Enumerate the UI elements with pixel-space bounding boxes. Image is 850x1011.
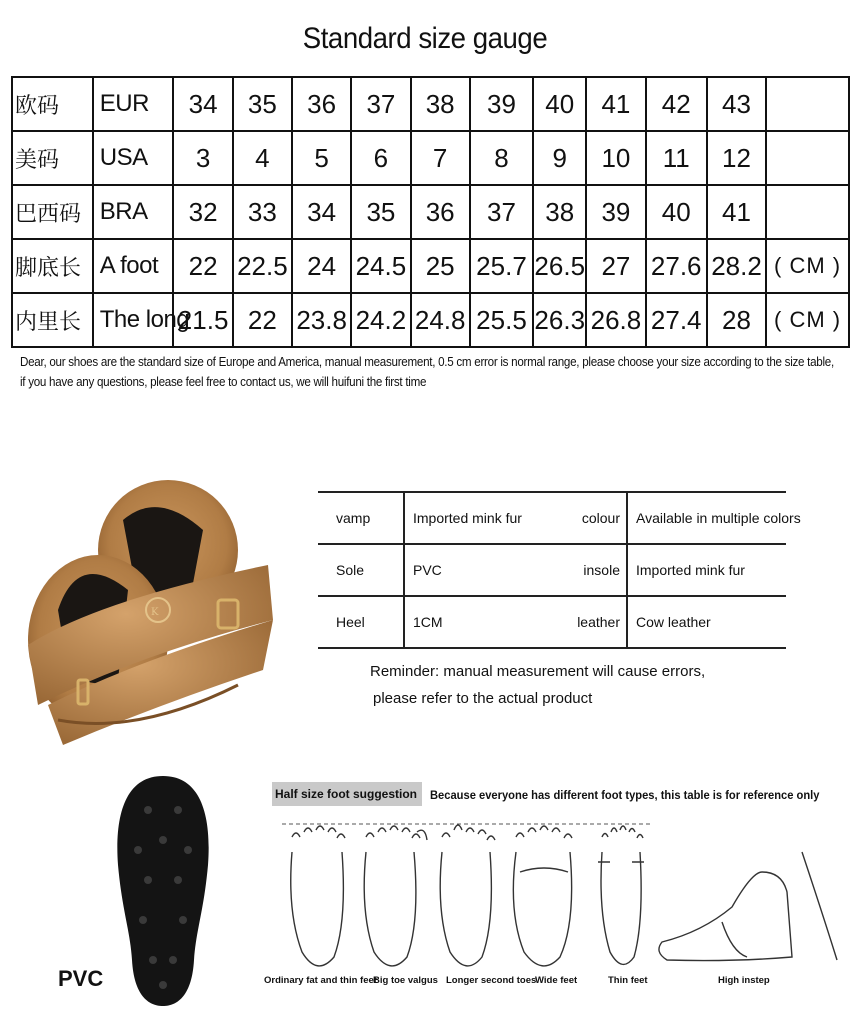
size-cell: 37: [351, 77, 410, 131]
size-cell: 8: [470, 131, 533, 185]
material-key: Sole: [318, 544, 404, 596]
size-cell: 40: [646, 185, 707, 239]
material-key: colour: [569, 492, 627, 544]
unit-cell: ( CM ): [766, 293, 849, 347]
size-row: [12, 239, 849, 293]
size-row-label-cn: 内里长: [12, 293, 93, 347]
size-cell: 34: [292, 185, 351, 239]
foot-type-caption: High instep: [718, 975, 770, 986]
size-note-line: Dear, our shoes are the standard size of Europe and America, manual measurement, 0.5 cm error is normal range, please choose your size according to the size table,: [20, 355, 834, 369]
size-row-label-cn: 巴西码: [12, 185, 93, 239]
half-size-tag: Half size foot suggestion: [272, 782, 422, 806]
material-row: [318, 544, 786, 596]
size-cell: 25: [411, 239, 470, 293]
size-cell: 11: [646, 131, 707, 185]
material-key: Heel: [318, 596, 404, 648]
size-cell: 27.4: [646, 293, 707, 347]
size-cell: 39: [470, 77, 533, 131]
size-cell: 22: [173, 239, 232, 293]
material-key: leather: [569, 596, 627, 648]
size-row: [12, 293, 849, 347]
material-value: 1CM: [404, 596, 569, 648]
page-title: Standard size gauge: [302, 22, 548, 55]
size-cell: 26.8: [586, 293, 645, 347]
size-note-line: if you have any questions, please feel free to contact us, we will huifuni the first time: [20, 375, 427, 389]
size-cell: 36: [411, 185, 470, 239]
size-cell: 41: [586, 77, 645, 131]
size-cell: 33: [233, 185, 292, 239]
size-cell: 34: [173, 77, 232, 131]
pvc-label: PVC: [58, 966, 104, 991]
size-cell: 22: [233, 293, 292, 347]
foot-types-illustration: [262, 812, 850, 980]
size-row-label-cn: 美码: [12, 131, 93, 185]
size-cell: 42: [646, 77, 707, 131]
foot-guide-note: Because everyone has different foot types, this table is for reference only: [430, 788, 820, 802]
size-chart-table: [11, 76, 850, 348]
size-cell: 4: [233, 131, 292, 185]
material-key: vamp: [318, 492, 404, 544]
material-key: insole: [569, 544, 627, 596]
size-cell: 6: [351, 131, 410, 185]
fur-slipper-image: [18, 470, 280, 750]
material-value: Cow leather: [627, 596, 786, 648]
size-row-label-en: BRA: [93, 185, 174, 239]
size-cell: 43: [707, 77, 766, 131]
size-cell: 24.5: [351, 239, 410, 293]
size-cell: 26.3: [533, 293, 586, 347]
reminder-line: please refer to the actual product: [373, 690, 593, 707]
svg-text:K: K: [151, 607, 159, 618]
size-cell: 37: [470, 185, 533, 239]
size-cell: 25.7: [470, 239, 533, 293]
size-cell: 3: [173, 131, 232, 185]
size-cell: 28: [707, 293, 766, 347]
size-row: [12, 131, 849, 185]
reminder-text: [370, 658, 705, 712]
size-row-label-en: EUR: [93, 77, 174, 131]
unit-cell: ( CM ): [766, 239, 849, 293]
size-row-label-cn: 脚底长: [12, 239, 93, 293]
size-cell: 26.5: [533, 239, 586, 293]
material-value: Available in multiple colors: [627, 492, 786, 544]
size-cell: 23.8: [292, 293, 351, 347]
size-cell: 9: [533, 131, 586, 185]
size-cell: 27: [586, 239, 645, 293]
size-row: [12, 77, 849, 131]
size-cell: 12: [707, 131, 766, 185]
material-value: Imported mink fur: [404, 492, 569, 544]
size-row-label-cn: 欧码: [12, 77, 93, 131]
reminder-line: Reminder: manual measurement will cause errors,: [370, 663, 706, 680]
size-row: [12, 185, 849, 239]
size-cell: 24.8: [411, 293, 470, 347]
size-cell: 35: [351, 185, 410, 239]
size-cell: 25.5: [470, 293, 533, 347]
size-cell: 24: [292, 239, 351, 293]
size-cell: 38: [533, 185, 586, 239]
size-cell: 38: [411, 77, 470, 131]
unit-cell: [766, 77, 849, 131]
size-cell: 36: [292, 77, 351, 131]
size-cell: 39: [586, 185, 645, 239]
foot-type-caption: Longer second toes: [446, 975, 537, 986]
size-cell: 28.2: [707, 239, 766, 293]
size-cell: 24.2: [351, 293, 410, 347]
size-cell: 27.6: [646, 239, 707, 293]
size-row-label-en: The long: [93, 293, 174, 347]
pvc-sole-image: [108, 770, 218, 1010]
size-cell: 35: [233, 77, 292, 131]
size-cell: 40: [533, 77, 586, 131]
size-cell: 22.5: [233, 239, 292, 293]
foot-type-caption: Big toe valgus: [373, 975, 438, 986]
material-value: PVC: [404, 544, 569, 596]
size-cell: 32: [173, 185, 232, 239]
size-row-label-en: USA: [93, 131, 174, 185]
size-cell: 7: [411, 131, 470, 185]
size-cell: 5: [292, 131, 351, 185]
size-cell: 21.5: [173, 293, 232, 347]
unit-cell: [766, 131, 849, 185]
material-row: [318, 492, 786, 544]
size-cell: 10: [586, 131, 645, 185]
size-cell: 41: [707, 185, 766, 239]
foot-type-caption: Ordinary fat and thin feet: [264, 975, 377, 986]
material-table: [318, 491, 801, 649]
foot-type-caption: Thin feet: [608, 975, 648, 986]
size-note: [20, 352, 834, 392]
material-value: Imported mink fur: [627, 544, 786, 596]
foot-type-caption: Wide feet: [535, 975, 578, 986]
unit-cell: [766, 185, 849, 239]
size-row-label-en: A foot: [93, 239, 174, 293]
material-row: [318, 596, 786, 648]
